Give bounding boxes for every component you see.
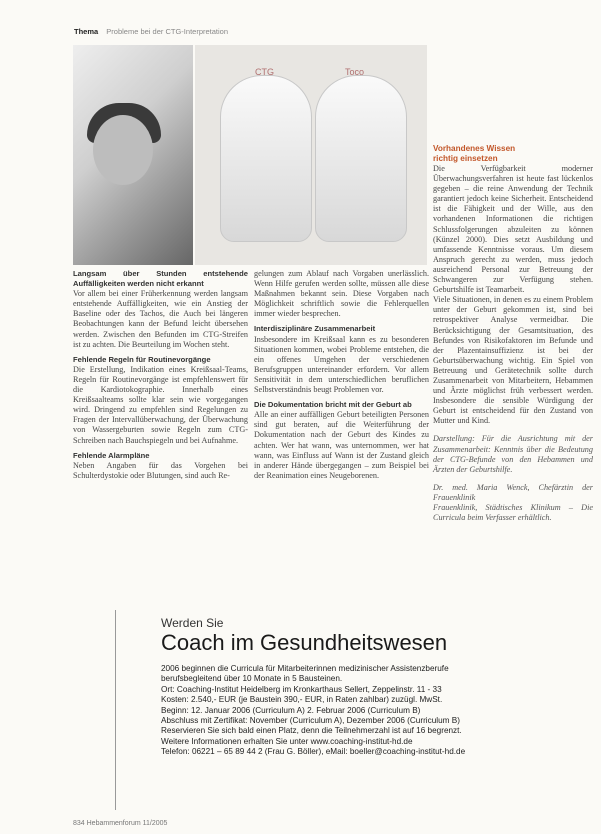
column-heading: richtig einsetzen (433, 154, 498, 163)
article-column-2 (254, 269, 429, 481)
column-heading: Vorhandenes Wissen (433, 144, 516, 153)
paragraph: Die Erstellung, Indikation eines Kreißsaal-Teams, Regeln für Routinevorgänge ist empfehlenswert für die Kardiotokographie. Innerhalb eines Kreißsaalteams sollte klar sein wie vorgegangen wird. Dringend zu empfehlen sind Regelungen zu Fragen der Intervallüberwachung, der Überwachung von Wassergeburten sowie Regeln zum CTG-Schreiben nach Bauchspiegeln und bei Aufnahme. (73, 364, 248, 445)
ad-headline: Coach im Gesundheitswesen (161, 630, 448, 655)
paragraph: Insbesondere im Kreißsaal kann es zu besonderen Situationen kommen, wobei Probleme entstehen, die ein offenes Umgehen der verschiedenen Berufsgruppen untereinander erfordern. Vor allem Sensitivität in dem unterschiedlichen beruflichen Selbstverständnis beugt Problemen vor. (254, 334, 429, 395)
ad-kicker: Werden Sie (161, 616, 224, 630)
author-line: Frauenklinik, Städtisches Klinikum – Die Curricula beim Verfasser erhältlich. (433, 503, 593, 523)
paragraph: gelungen zum Ablauf nach Vorgaben unerlässlich. Wenn Hilfe gerufen werden sollte, müssen alle diese Maßnahmen bekannt sein. Diese Vorgaben nach Möglichkeit schriftlich sowie die Fehlerquellen immer wieder besprechen. (254, 269, 429, 319)
section-title: Probleme bei der CTG-Interpretation (106, 27, 229, 36)
photo-woman (73, 45, 193, 265)
ad-line: 2006 beginnen die Curricula für Mitarbeiterinnen medizinischer Assistenzberufe (161, 664, 449, 673)
ad-line: Reservieren Sie sich bald einen Platz, denn die Teilnehmerzahl ist auf 16 begrenzt. (161, 726, 462, 736)
article-column-1 (73, 269, 248, 481)
ad-line: Kosten: 2.540,- EUR (je Baustein 390,- EUR, in Raten zahlbar) zuzügl. MwSt. (161, 695, 443, 705)
paragraph: Neben Angaben für das Vorgehen bei Schulterdystokie oder Blutungen, sind auch Re- (73, 460, 248, 480)
article-column-3 (433, 144, 593, 523)
caption: Darstellung: Für die Ausrichtung mit der Zusammenarbeit: Kenntnis über die Bedeutung der CTG-Befunde von den Hebammen und Ärzten der Geburtshilfe. (433, 434, 593, 474)
ctg-transducer (220, 75, 312, 242)
paragraph: Alle an einer auffälligen Geburt beteiligten Personen sind gut beraten, auf die Weiterführung der Dokumentation nach der Geburt des Kindes zu achten. Wer hat wann, was unternommen, wer hat wann, was Einfluss auf Wann ist der Zustand gleich in anderer Hände übergegangen – zum Beispiel bei der Reanimation eines Neugeborenen. (254, 410, 429, 480)
paragraph: Vor allem bei einer Früherkennung werden langsam entstehende Auffälligkeiten, wie ein Anstieg der Baseline oder des Tachos, die Auch bei längeren Beobachtungen kann der Befund leicht übersehen werden. Zwischen den Befunden im CTG-Streifen ist zu achten. Die Beurteilung im Wochen steht. (73, 289, 248, 349)
subheading: Interdisziplinäre Zusammenarbeit (254, 324, 376, 334)
ad-line: Ort: Coaching-Institut Heidelberg im Kronkarthaus Sellert, Zeppelinstr. 11 - 33 (161, 684, 442, 694)
page-header (74, 27, 228, 36)
subheading: Fehlende Regeln für Routinevorgänge (73, 354, 211, 364)
subheading: Langsam über Stunden entstehende Auffälligkeiten werden nicht erkannt (73, 269, 248, 289)
ad-line: Weitere Informationen erhalten Sie unter www.coaching-institut-hd.de (161, 736, 413, 746)
advertisement (115, 610, 591, 810)
ad-line: berufsbegleitend über 10 Monate in 5 Bausteinen. (161, 674, 343, 684)
page-footer: 834 Hebammenforum 11/2005 (73, 820, 168, 827)
toco-transducer (315, 75, 407, 242)
author-line: Dr. med. Maria Wenck, Chefärztin der Frauenklinik (433, 482, 593, 502)
paragraph: Die Verfügbarkeit moderner Überwachungsverfahren ist heute fast lückenlos gegeben – die reine Anwendung der Technik garantiert jedoch keine Sicherheit. Entscheidend ist die Fähigkeit und der Wille, aus den vorhandenen Informationen die richtigen Schlussfolgerungen abzuleiten zu können (Künzel 2000). Dies setzt Ausbildung und umfassende Kenntnisse voraus. Um diesem Anspruch gerecht zu werden, muss jedoch ausreichend Personal zur Betreuung der Schwangeren zur Verfügung stehen. Geburtshilfe ist Teamarbeit. (433, 164, 593, 295)
photo-face (93, 115, 153, 185)
photo-ctg-transducers (195, 45, 427, 265)
section-label: Thema (74, 27, 99, 36)
paragraph: Viele Situationen, in denen es zu einem Problem unter der Geburt gekommen ist, sind bei retrospektiver Analyse vermeidbar. Die Berücksichtigung der Gesamtsituation, des Befundes von Risikofaktoren im Befunde und der Plazentainsuffizienz ist bei der Geburtsüberwachung wichtig. Ein Spiel von Betreuung und Gerätetechnik sollte durch Zusammenarbeit von Mitarbeitern, Hebammen und Ärzte möglichst früh verbessert werden. Insbesondere die sensible Würdigung der Geburt ist entscheidend für den Zustand von Mutter und Kind. (433, 295, 593, 426)
ad-line: Abschluss mit Zertifikat: November (Curriculum A), Dezember 2006 (Curriculum B) (161, 716, 460, 726)
subheading: Fehlende Alarmpläne (73, 450, 150, 460)
ad-body (161, 664, 581, 758)
ad-line: Telefon: 06221 – 65 89 44 2 (Frau G. Böller), eMail: boeller@coaching-institut-hd.de (161, 747, 466, 757)
ad-line: Beginn: 12. Januar 2006 (Curriculum A) 2. Februar 2006 (Curriculum B) (161, 705, 421, 715)
toco-label: Toco (345, 67, 365, 77)
ctg-label: CTG (255, 67, 274, 77)
subheading: Die Dokumentation bricht mit der Geburt ab (254, 400, 412, 410)
